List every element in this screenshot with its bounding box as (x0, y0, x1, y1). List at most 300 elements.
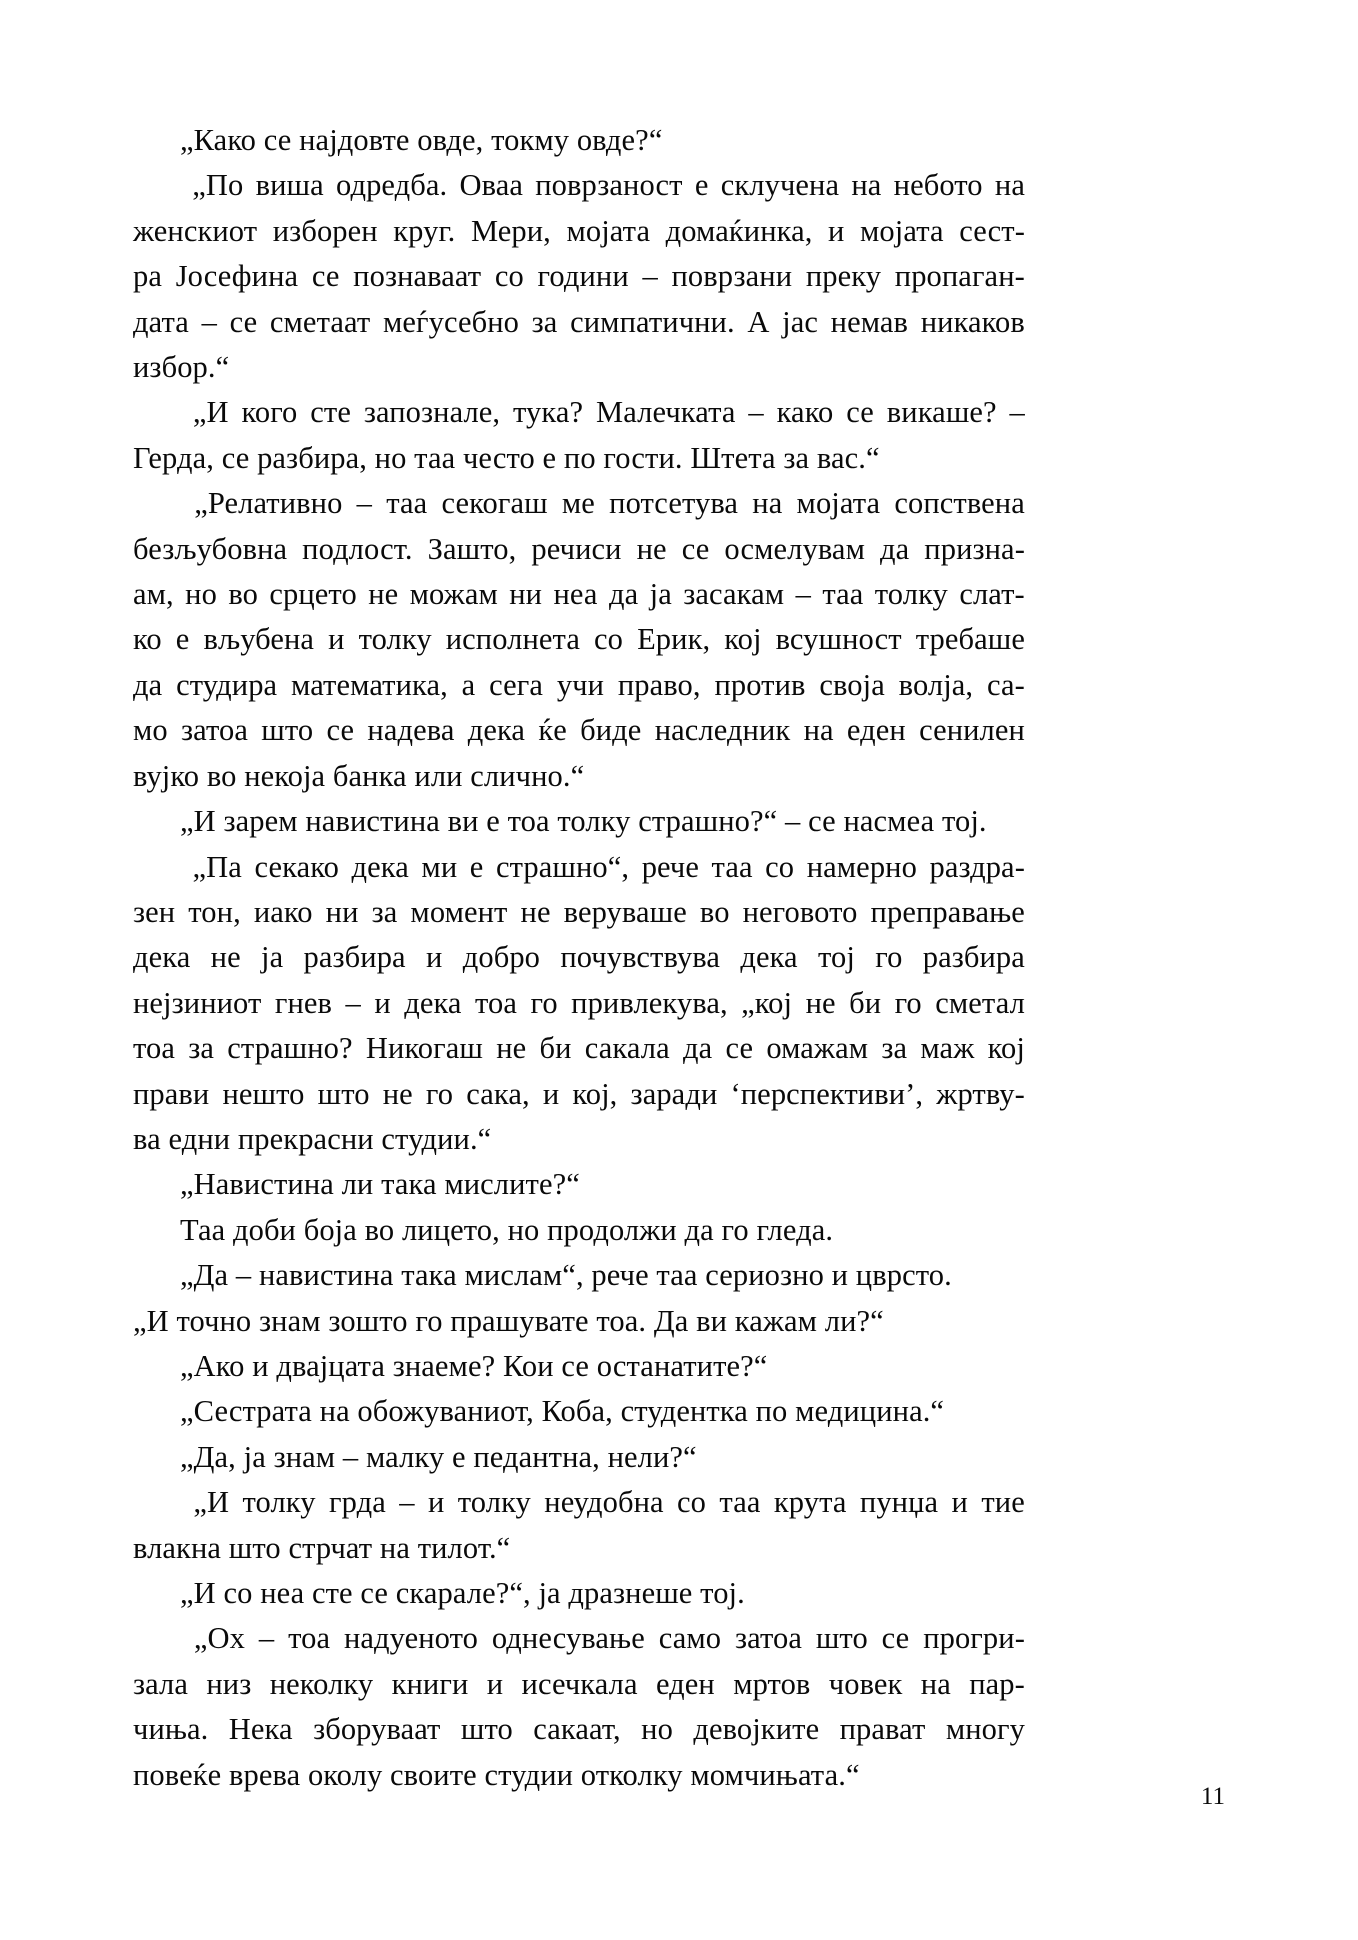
word: – (1009, 395, 1025, 430)
word: сенилен (919, 713, 1025, 748)
word: како (776, 395, 834, 430)
word: разбира (303, 940, 406, 975)
word: потсетува (609, 486, 739, 521)
word: толку (874, 577, 948, 612)
text-line (133, 1753, 1025, 1798)
word: викаше? (886, 395, 997, 430)
word: омажам (766, 1031, 869, 1066)
word: „По (192, 168, 244, 203)
word: и (542, 1076, 560, 1111)
paragraph (133, 481, 1025, 799)
word: „кој (741, 985, 793, 1020)
word: рече (641, 849, 699, 884)
word: не (520, 894, 551, 929)
word: маж (920, 1031, 975, 1066)
word: – (795, 577, 811, 612)
word: дека (740, 940, 798, 975)
word: страшно? (227, 1031, 353, 1066)
paragraph (133, 1208, 1025, 1253)
word: математика, (291, 667, 448, 702)
word: неколку (269, 1666, 374, 1701)
word: и (828, 213, 845, 248)
word: толку (457, 1485, 531, 1520)
word: нејзиниот (133, 985, 262, 1020)
word: на (920, 1666, 951, 1701)
text-line (133, 1526, 1025, 1571)
word: „И точно знам зошто го прашувате тоа. Да ви кажам ли?“ (133, 1303, 884, 1338)
word: ни (325, 894, 359, 929)
text-line (133, 845, 1025, 890)
word: вљубена (203, 622, 315, 657)
word: ќе (538, 713, 567, 748)
word: гнев (274, 985, 333, 1020)
word: А (747, 304, 770, 339)
text-line (133, 254, 1025, 299)
word: изборен (272, 213, 378, 248)
text-line (133, 527, 1025, 572)
word: круг. (393, 213, 456, 248)
word: зен (133, 894, 176, 929)
word: кој, (572, 1076, 618, 1111)
text-line (133, 1299, 1025, 1344)
word: го (875, 940, 903, 975)
word: – (356, 486, 372, 521)
word: можам (409, 577, 498, 612)
word: сметал (935, 985, 1025, 1020)
word: речиси (531, 531, 622, 566)
word: за (188, 1031, 215, 1066)
text-line (133, 163, 1025, 208)
word: затоа (734, 1621, 802, 1656)
word: Оваа (459, 168, 523, 203)
word: – (748, 395, 764, 430)
text-line (133, 935, 1025, 980)
word: „Ох (193, 1621, 245, 1656)
word: преправање (870, 894, 1025, 929)
word: сте (310, 395, 351, 430)
word: грда (329, 1485, 386, 1520)
word: сега (489, 667, 544, 702)
word: са- (986, 667, 1025, 702)
word: на (851, 168, 882, 203)
word: познаваат (353, 259, 482, 294)
word: „И (192, 395, 229, 430)
word: жртву- (936, 1076, 1025, 1111)
word: склучена (720, 168, 840, 203)
word: ‘перспективи’, (730, 1076, 924, 1111)
word: безљубовна (133, 531, 288, 566)
word: „Да – навистина така мислам“, рече таа сериозно и цврсто. (180, 1258, 952, 1293)
paragraph (133, 1616, 1025, 1798)
word: слат- (959, 577, 1025, 612)
word: Таа доби боја во лицето, но продолжи да го гледа. (180, 1212, 834, 1247)
word: право, (617, 667, 701, 702)
word: – (201, 304, 217, 339)
word: затоа (181, 713, 249, 748)
word: не (368, 577, 399, 612)
word: Нека (228, 1712, 293, 1747)
word: немав (830, 304, 909, 339)
word: призна- (924, 531, 1025, 566)
word: не (496, 1031, 527, 1066)
word: повеќе врева околу своите студии отколку момчињата.“ (133, 1757, 860, 1792)
word: тој (818, 940, 855, 975)
word: поврзани (671, 259, 793, 294)
paragraph (133, 1571, 1025, 1616)
word: со (494, 259, 524, 294)
word: исполнета (445, 622, 580, 657)
text-line (133, 1616, 1025, 1661)
paragraph (133, 1480, 1025, 1571)
word: не (805, 985, 836, 1020)
word: сметаат (269, 304, 371, 339)
word: „Како се најдовте овде, токму овде?“ (180, 123, 663, 157)
word: што (460, 1712, 513, 1747)
word: преку (805, 259, 882, 294)
text-line (133, 981, 1025, 1026)
word: прави (133, 1076, 210, 1111)
text-line (133, 209, 1025, 254)
word: години (537, 259, 629, 294)
word: ја (649, 577, 672, 612)
word: сака, (466, 1076, 530, 1111)
word: е (469, 849, 484, 884)
word: пропаган- (894, 259, 1025, 294)
text-line (133, 345, 1025, 390)
word: кого (241, 395, 298, 430)
text-line (133, 708, 1025, 753)
word: веруваше (563, 894, 687, 929)
paragraph (133, 1162, 1025, 1207)
word: дека (351, 849, 409, 884)
paragraph (133, 1253, 1025, 1344)
word: на (994, 168, 1025, 203)
text-line (133, 1026, 1025, 1071)
word: за (531, 304, 558, 339)
word: Јосефина (175, 259, 299, 294)
word: со (594, 622, 624, 657)
word: јас (782, 304, 819, 339)
word: тоа (133, 1031, 176, 1066)
page-number: 11 (1200, 1783, 1225, 1810)
word: „И (193, 1485, 230, 1520)
word: ам, (133, 577, 174, 612)
word: никаков (920, 304, 1025, 339)
word: неудобна (544, 1485, 664, 1520)
word: – (642, 259, 658, 294)
word: страшно“, (495, 849, 630, 884)
word: „Ако и двајцата знаеме? Кои се останатите?“ (180, 1348, 768, 1383)
word: толку (358, 622, 432, 657)
word: – (258, 1621, 275, 1656)
text-line (133, 1435, 1025, 1480)
page-text-body (133, 118, 1025, 1798)
word: го (425, 1076, 454, 1111)
word: учи (556, 667, 605, 702)
word: се (846, 395, 874, 430)
word: против (714, 667, 806, 702)
word: дека (467, 713, 526, 748)
word: би (539, 1031, 572, 1066)
word: прогри- (923, 1621, 1025, 1656)
word: надева (367, 713, 455, 748)
word: но (641, 1712, 673, 1747)
word: еден (655, 1666, 715, 1701)
word: зборуваат (313, 1712, 441, 1747)
word: за (371, 894, 398, 929)
word: сест- (959, 213, 1025, 248)
word: Ерик, (637, 622, 711, 657)
word: чиња. (133, 1712, 209, 1747)
word: да (133, 667, 163, 702)
word: срцето (269, 577, 357, 612)
word: во (228, 577, 258, 612)
word: а (461, 667, 476, 702)
text-line (133, 1208, 1025, 1253)
word: тука? (513, 395, 584, 430)
word: толку (242, 1485, 316, 1520)
word: женскиот (133, 213, 258, 248)
word: таа (711, 849, 753, 884)
word: таа (386, 486, 428, 521)
word: и (427, 1485, 445, 1520)
word: не (636, 531, 667, 566)
word: иако (253, 894, 313, 929)
word: дата (133, 304, 189, 339)
word: и (374, 985, 391, 1020)
word: „Сестрата на обожуваниот, Коба, студентка по медицина.“ (180, 1394, 945, 1429)
word: „И зарем навистина ви е тоа толку страшно?“ – се насмеа тој. (180, 804, 987, 839)
text-line (133, 1162, 1025, 1207)
word: не (382, 1076, 413, 1111)
word: крута (773, 1485, 847, 1520)
text-line (133, 1480, 1025, 1525)
word: небото (893, 168, 983, 203)
word: се (681, 531, 710, 566)
paragraph (133, 799, 1025, 844)
word: човек (828, 1666, 903, 1701)
text-line (133, 481, 1025, 526)
text-line (133, 890, 1025, 935)
word: таа (719, 1485, 761, 1520)
word: требаше (915, 622, 1025, 657)
word: е (694, 168, 709, 203)
word: ја (261, 940, 284, 975)
paragraph (133, 1344, 1025, 1389)
word: и (951, 1485, 968, 1520)
word: ми (421, 849, 458, 884)
word: влакна што стрчат на тилот.“ (133, 1530, 511, 1565)
word: тоа (288, 1621, 331, 1656)
word: ко (133, 622, 162, 657)
word: дека (404, 985, 462, 1020)
word: меѓусебно (382, 304, 519, 339)
word: за (881, 1031, 908, 1066)
text-line (133, 754, 1025, 799)
word: еден (846, 713, 906, 748)
word: тие (981, 1485, 1025, 1520)
text-line (133, 436, 1025, 481)
word: мојата (796, 486, 881, 521)
text-line (133, 1389, 1025, 1434)
word: што (317, 1076, 370, 1111)
word: почувствува (560, 940, 721, 975)
word: одредба. (335, 168, 448, 203)
text-line (133, 390, 1025, 435)
word: да (608, 577, 639, 612)
word: симпатични. (570, 304, 735, 339)
paragraph (133, 390, 1025, 481)
word: „Навистина ли така мислите?“ (180, 1167, 580, 1202)
text-line (133, 1571, 1025, 1616)
text-line (133, 1253, 1025, 1298)
word: низ (206, 1666, 252, 1701)
word: што (261, 713, 314, 748)
word: Мери, (470, 213, 551, 248)
word: тоа (475, 985, 518, 1020)
word: е (175, 622, 190, 657)
word: во (699, 894, 730, 929)
word: вујко во некоја банка или слично.“ (133, 758, 585, 793)
word: прават (839, 1712, 926, 1747)
word: наследник (654, 713, 791, 748)
word: – (345, 985, 361, 1020)
word: виша (255, 168, 324, 203)
word: момент (410, 894, 508, 929)
word: сопствена (894, 486, 1025, 521)
word: поврзаност (535, 168, 683, 203)
word: осмелувам (724, 531, 865, 566)
text-line (133, 572, 1025, 617)
word: нешто (222, 1076, 305, 1111)
word: се (326, 713, 355, 748)
paragraph (133, 1389, 1025, 1434)
word: мојата (566, 213, 651, 248)
word: привлекува, (571, 985, 728, 1020)
word: намерно (806, 849, 917, 884)
word: би (849, 985, 882, 1020)
word: книги (391, 1666, 469, 1701)
word: мојата (860, 213, 944, 248)
text-line (133, 1072, 1025, 1117)
word: неговото (742, 894, 858, 929)
word: зала (133, 1666, 189, 1701)
word: на (803, 713, 834, 748)
word: сакала (584, 1031, 670, 1066)
word: тон, (188, 894, 241, 929)
word: и (486, 1666, 504, 1701)
word: секако (254, 849, 339, 884)
paragraph (133, 118, 1025, 163)
word: волја, (898, 667, 974, 702)
word: „Релативно (194, 486, 343, 521)
word: „И со неа сте се скарале?“, ја дразнеше тој. (180, 1576, 745, 1610)
text-line (133, 663, 1025, 708)
word: избор.“ (133, 350, 230, 385)
word: раздра- (929, 849, 1025, 884)
word: кој (724, 622, 762, 657)
word: девојките (693, 1712, 820, 1747)
word: „Па (192, 849, 242, 884)
word: ме (561, 486, 595, 521)
word: Герда, се разбира, но таа често е по гости. Штета за вас.“ (133, 440, 880, 475)
word: – (399, 1485, 415, 1520)
word: подлост. (302, 531, 413, 566)
word: добро (462, 940, 541, 975)
word: го (530, 985, 558, 1020)
paragraph (133, 1435, 1025, 1480)
word: не (210, 940, 241, 975)
word: го (894, 985, 922, 1020)
word: „Да, ја знам – малку е педантна, нели?“ (180, 1439, 697, 1474)
text-line (133, 118, 1025, 163)
word: разбира (922, 940, 1025, 975)
text-line (133, 300, 1025, 345)
word: пунџа (859, 1485, 939, 1520)
word: домаќинка, (665, 213, 813, 248)
word: ва едни прекрасни студии.“ (133, 1121, 492, 1156)
word: заради (630, 1076, 718, 1111)
word: ни (509, 577, 543, 612)
word: дека (133, 940, 191, 975)
word: надуеното (343, 1621, 478, 1656)
word: биде (580, 713, 642, 748)
word: засакам (683, 577, 785, 612)
text-line (133, 1344, 1025, 1389)
word: ра (133, 259, 162, 294)
text-line (133, 799, 1025, 844)
paragraph (133, 845, 1025, 1163)
word: запознале, (363, 395, 501, 430)
word: многу (945, 1712, 1025, 1747)
word: но (185, 577, 217, 612)
word: исечкала (521, 1666, 638, 1701)
text-line (133, 1117, 1025, 1162)
word: со (677, 1485, 707, 1520)
word: Малечката (596, 395, 736, 430)
word: Зашто, (427, 531, 517, 566)
word: на (752, 486, 783, 521)
word: да (880, 531, 910, 566)
word: и (328, 622, 345, 657)
word: таа (822, 577, 864, 612)
word: секогаш (441, 486, 548, 521)
word: пар- (969, 1666, 1025, 1701)
word: студира (176, 667, 278, 702)
word: што (815, 1621, 868, 1656)
word: однесување (491, 1621, 645, 1656)
paragraph (133, 163, 1025, 390)
text-line (133, 617, 1025, 662)
word: неа (553, 577, 598, 612)
word: со (765, 849, 795, 884)
word: се (881, 1621, 910, 1656)
word: се (229, 304, 258, 339)
word: своја (819, 667, 885, 702)
word: мртов (733, 1666, 811, 1701)
word: Никогаш (365, 1031, 483, 1066)
text-line (133, 1662, 1025, 1707)
word: и (426, 940, 443, 975)
word: да (682, 1031, 713, 1066)
word: всушност (775, 622, 902, 657)
text-line (133, 1707, 1025, 1752)
word: мо (133, 713, 168, 748)
word: се (725, 1031, 754, 1066)
word: само (658, 1621, 722, 1656)
word: кој (987, 1031, 1025, 1066)
word: сакаат, (533, 1712, 621, 1747)
